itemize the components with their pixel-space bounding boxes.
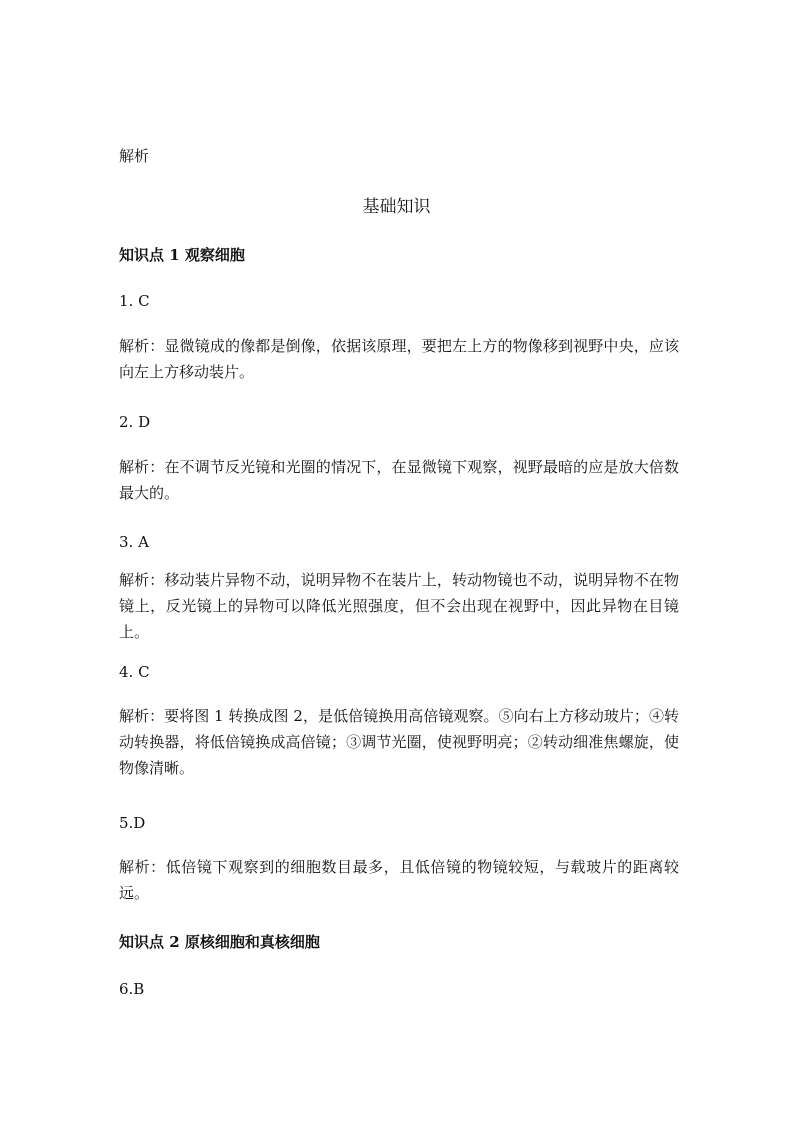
topic2-heading: 知识点 2 原核细胞和真核细胞 (119, 933, 320, 951)
answer-2: 2. D (119, 413, 151, 431)
analysis-2: 解析：在不调节反光镜和光圈的情况下，在显微镜下观察，视野最暗的应是放大倍数最大的。 (119, 458, 679, 502)
answer-6: 6.B (119, 980, 145, 998)
topic1-heading: 知识点 1 观察细胞 (119, 246, 245, 264)
analysis-1: 解析：显微镜成的像都是倒像，依据该原理，要把左上方的物像移到视野中央，应该向左上方移动装片。 (119, 337, 679, 381)
answer-1: 1. C (119, 292, 150, 310)
analysis-3: 解析：移动装片异物不动，说明异物不在装片上，转动物镜也不动，说明异物不在物镜上，反光镜上的异物可以降低光照强度，但不会出现在视野中，因此异物在目镜上。 (119, 571, 679, 641)
answer-5: 5.D (119, 814, 146, 832)
answer-3: 3. A (119, 533, 149, 551)
answer-4: 4. C (119, 663, 150, 681)
header-label: 解析 (119, 147, 150, 165)
analysis-4: 解析：要将图 1 转换成图 2，是低倍镜换用高倍镜观察。⑤向右上方移动玻片；④转动转换器，将低倍镜换成高倍镜；③调节光圈，使视野明亮；②转动细准焦螺旋，使物像清晰。 (119, 707, 679, 777)
analysis-5: 解析：低倍镜下观察到的细胞数目最多，且低倍镜的物镜较短，与载玻片的距离较远。 (119, 858, 679, 902)
section-title: 基础知识 (362, 197, 431, 217)
